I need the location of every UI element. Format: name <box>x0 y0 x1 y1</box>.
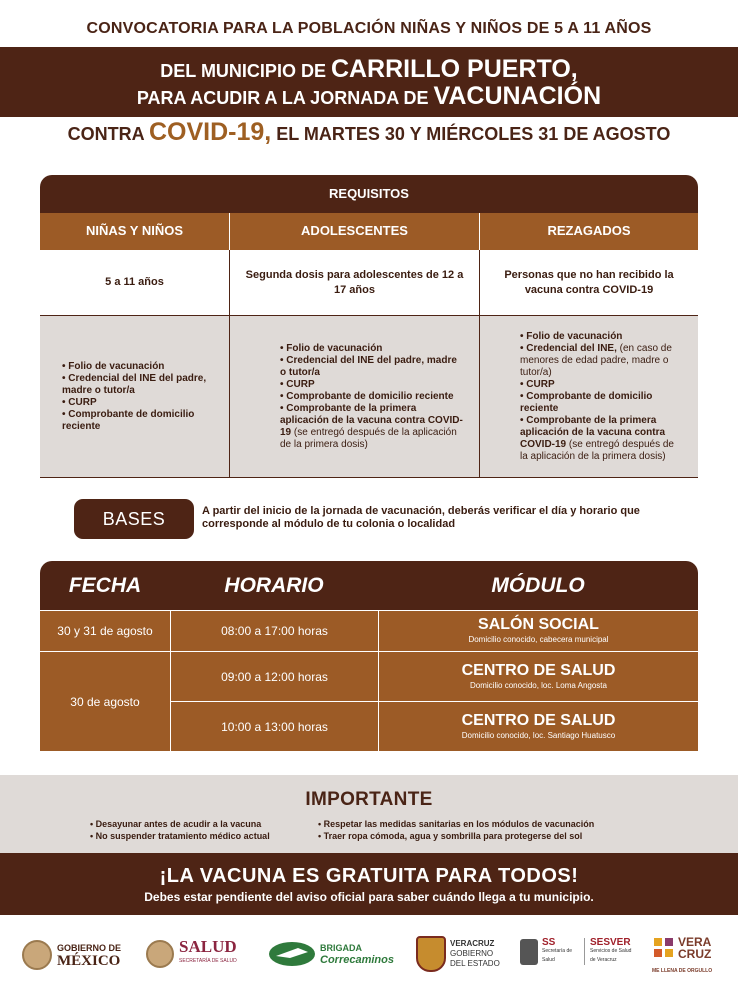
list-item: • CURP <box>520 378 555 390</box>
list-late <box>480 316 698 477</box>
list-item: • CURP <box>280 378 315 390</box>
pattern-icon <box>652 936 676 960</box>
header-modulo: MÓDULO <box>491 573 585 597</box>
subtitle <box>0 118 738 147</box>
dates-text: EL MARTES 30 Y MIÉRCOLES 31 DE AGOSTO <box>271 124 671 144</box>
veracruz-gobierno-logo: VERACRUZ GOBIERNO DEL ESTADO <box>416 936 500 972</box>
eagle-seal-icon <box>22 940 52 970</box>
free-vaccine-subtitle: Debes estar pendiente del aviso oficial para saber cuándo llega a tu municipio. <box>144 890 594 904</box>
list-adolescents <box>230 316 480 477</box>
list-item: • Comprobante de domicilio reciente <box>520 390 653 414</box>
list-children <box>40 316 230 477</box>
important-left <box>90 818 270 842</box>
ss-sesver-logo: SS Secretaría de Salud SESVER Servicios de Salud de Veracruz <box>520 938 634 965</box>
row1-fecha: 30 y 31 de agosto <box>57 623 153 638</box>
list-item: • Comprobante de la primera aplicación de la vacuna contra COVID-19 (se entregó después de la aplicación de la primera dosis) <box>280 402 463 450</box>
list-item: • Credencial del INE del padre, madre o tutor/a <box>62 372 207 396</box>
list-item: • No suspender tratamiento médico actual <box>90 831 270 841</box>
title-banner <box>0 47 738 117</box>
important-right <box>318 818 594 842</box>
requirements-title: REQUISITOS <box>40 175 698 213</box>
bases-text: A partir del inicio de la jornada de vacunación, deberás verificar el día y horario que corresponde al módulo de tu colonia o localidad <box>202 505 640 530</box>
headline: CONVOCATORIA PARA LA POBLACIÓN NIÑAS Y NIÑOS DE 5 A 11 AÑOS <box>86 20 652 37</box>
module-address: Domicilio conocido, loc. Santiago Huatusco <box>461 730 616 740</box>
module-address: Domicilio conocido, cabecera municipal <box>468 634 609 644</box>
list-item: • Comprobante de domicilio reciente <box>62 408 195 432</box>
important-section <box>0 775 738 853</box>
list-item: • Desayunar antes de acudir a la vacuna <box>90 819 262 829</box>
module-name: CENTRO DE SALUD <box>461 711 616 729</box>
row3-horario: 10:00 a 13:00 horas <box>221 719 328 734</box>
contra-text: CONTRA <box>67 124 149 144</box>
shield-icon <box>520 939 538 965</box>
col-late: REZAGADOS <box>547 223 631 238</box>
list-item: • Folio de vacunación <box>62 360 165 372</box>
age-late: Personas que no han recibido la vacuna contra COVID-19 <box>504 268 674 296</box>
row2-modulo <box>379 652 698 701</box>
row2-horario: 09:00 a 12:00 horas <box>221 669 328 684</box>
row2-fecha: 30 de agosto <box>70 694 140 709</box>
requirements-lists <box>40 316 698 478</box>
list-item: • Comprobante de la primera aplicación de la vacuna contra COVID-19 (se entregó después de la aplicación de la primera dosis) <box>520 414 674 462</box>
list-item: • Respetar las medidas sanitarias en los módulos de vacunación <box>318 819 595 829</box>
module-name: CENTRO DE SALUD <box>461 661 616 679</box>
banner-text-c: PARA ACUDIR A LA JORNADA DE <box>136 88 434 108</box>
schedule-table <box>40 561 698 751</box>
gobierno-mexico-logo: GOBIERNO DE MÉXICO <box>22 940 121 970</box>
header-horario: HORARIO <box>224 573 324 597</box>
list-item: • Credencial del INE del padre, madre o tutor/a <box>280 354 457 378</box>
eagle-seal-icon <box>146 940 174 968</box>
municipality-name: CARRILLO PUERTO, <box>330 55 578 83</box>
free-vaccine-title: ¡LA VACUNA ES GRATUITA PARA TODOS! <box>159 865 579 887</box>
list-item: • Folio de vacunación <box>280 342 383 354</box>
requirements-ages <box>40 250 698 316</box>
important-title: IMPORTANTE <box>305 789 433 810</box>
vaccination-word: VACUNACIÓN <box>433 82 602 110</box>
row1-modulo <box>379 610 698 651</box>
list-item: • Comprobante de domicilio reciente <box>280 390 454 402</box>
row1-horario: 08:00 a 17:00 horas <box>221 623 328 638</box>
roadrunner-icon <box>268 940 316 968</box>
module-name: SALÓN SOCIAL <box>478 615 599 633</box>
logo-strip <box>0 930 738 980</box>
requirements-table <box>40 175 698 478</box>
shield-icon <box>416 936 446 972</box>
veracruz-logo: VERA CRUZ <box>652 936 711 960</box>
age-children: 5 a 11 años <box>40 250 230 315</box>
list-item: • Traer ropa cómoda, agua y sombrilla para protegerse del sol <box>318 831 583 841</box>
list-item: • Credencial del INE, (en caso de menores de edad padre, madre o tutor/a) <box>520 342 672 378</box>
schedule-header <box>40 561 698 610</box>
banner-text-a: DEL MUNICIPIO DE <box>160 61 331 81</box>
covid-label: COVID-19, <box>148 118 272 146</box>
list-item: • CURP <box>62 396 97 408</box>
list-item: • Folio de vacunación <box>520 330 623 342</box>
header-fecha: FECHA <box>68 573 142 597</box>
veracruz-tagline: ME LLENA DE ORGULLO <box>652 968 713 974</box>
module-address: Domicilio conocido, loc. Loma Angosta <box>470 680 607 690</box>
requirements-columns <box>40 213 698 250</box>
col-adolescents: ADOLESCENTES <box>230 213 480 250</box>
schedule-body <box>40 610 698 751</box>
free-vaccine-banner <box>0 853 738 915</box>
row3-modulo <box>379 702 698 751</box>
age-adolescents: Segunda dosis para adolescentes de 12 a 17 años <box>230 250 480 315</box>
salud-logo: SALUD SECRETARÍA DE SALUD <box>146 940 237 968</box>
brigada-logo: BRIGADA Correcaminos <box>268 940 394 968</box>
col-children: NIÑAS Y NIÑOS <box>40 213 230 250</box>
bases-badge: BASES <box>74 499 194 539</box>
